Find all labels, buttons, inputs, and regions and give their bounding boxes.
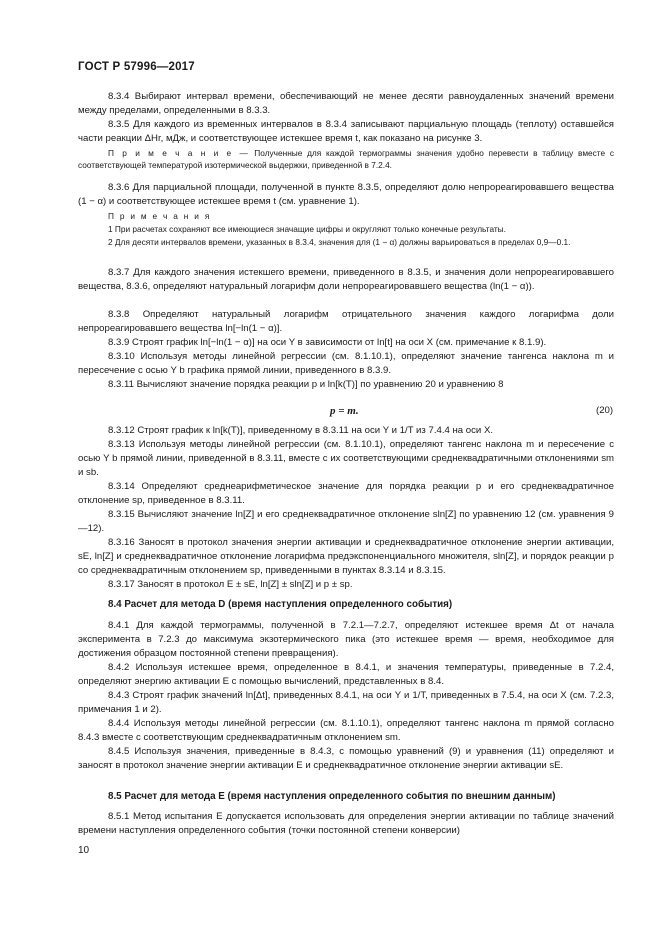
para-8-3-11: 8.3.11 Вычисляют значение порядка реакции p и ln[k(T)] по уравнению 20 и уравнению 8 <box>108 379 504 390</box>
para-8-3-8: 8.3.8 Определяют натуральный логарифм отрицательного значения каждого логарифма доли непрореагировавшего вещества ln[−ln(1 − α)]. <box>78 309 614 334</box>
formula-20-number: (20) <box>596 405 614 416</box>
para-8-4-1: 8.4.1 Для каждой термограммы, полученной в 7.2.1—7.2.7, определяют истекшее время Δt от начала эксперимента в 7.2.3 до максимума экзотермического пика (это истекшее время — время, необходимое для достижения образцом постоянной степени превращения). <box>78 620 614 659</box>
para-8-3-9: 8.3.9 Строят график ln[−ln(1 − α)] на оси Y в зависимости от ln[t] на оси X (см. примечание к 8.1.9). <box>108 337 547 348</box>
page-number: 10 <box>78 845 90 856</box>
section-8-4-heading: 8.4 Расчет для метода D (время наступления определенного события) <box>108 599 453 610</box>
para-8-4-3: 8.4.3 Строят график значений ln[Δt], приведенных 8.4.1, на оси Y и 1/T, приведенных в 7.5.4, на оси X (см. 7.2.3, примечания 1 и 2). <box>78 690 614 715</box>
para-8-3-17: 8.3.17 Заносят в протокол E ± sE, ln[Z] ± sln[Z] и p ± sp. <box>108 579 353 590</box>
note-2-item-1: 1 При расчетах сохраняют все имеющиеся значащие цифры и округляют только конечные результаты. <box>108 224 506 234</box>
para-8-5-1: 8.5.1 Метод испытания E допускается использовать для определения энергии активации по таблице значений времени наступления определенного события (точки постоянной степени конверсии) <box>78 811 614 836</box>
section-8-5-heading: 8.5 Расчет для метода E (время наступления определенного события по внешним данным) <box>108 791 556 802</box>
notes-heading: П р и м е ч а н и я <box>108 211 212 221</box>
para-8-3-15: 8.3.15 Вычисляют значение ln[Z] и его среднеквадратичное отклонение sln[Z] по уравнению 12 (см. уравнения 9—12). <box>78 509 614 534</box>
note-1-text: Полученные для каждой термограммы значения удобно перевести в таблицу вместе с соответствующей температурой изотермической выдержки, приведенной в 7.2.4. <box>78 148 614 170</box>
para-8-4-2: 8.4.2 Используя истекшее время, определенное в 8.4.1, и значения температуры, приведенные в 7.2.4, определяют энергию активации E с помощью вычислений, представленных в 8.4. <box>78 662 614 687</box>
para-8-3-10: 8.3.10 Используя методы линейной регрессии (см. 8.1.10.1), определяют значение тангенса наклона m и пересечение с осью Y b графика прямой линии, приведенного в 8.3.9. <box>78 351 614 376</box>
note-1 <box>78 148 614 171</box>
note-1-label: П р и м е ч а н и е — <box>108 148 250 158</box>
para-8-3-4: 8.3.4 Выбирают интервал времени, обеспечивающий не менее десяти равноудаленных значений времени между пределами, определенными в 8.3.3. <box>78 91 614 116</box>
para-8-3-13: 8.3.13 Используя методы линейной регрессии (см. 8.1.10.1), определяют тангенс наклона m и пересечение с осью Y b прямой линии, приведенной в 8.3.11, вместе с их соответствующими среднеквадратичными отклонениями sm и sb. <box>78 439 614 478</box>
document-code: ГОСТ Р 57996—2017 <box>78 61 195 73</box>
para-8-4-4: 8.4.4 Используя методы линейной регрессии (см. 8.1.10.1), определяют тангенс наклона m прямой согласно 8.4.3 вместе с соответствующим среднеквадратичным отклонением sm. <box>78 718 614 743</box>
para-8-3-16: 8.3.16 Заносят в протокол значения энергии активации и среднеквадратичное отклонение энергии активации, sE, ln[Z] и среднеквадратичное отклонение логарифма предэкспоненциального множителя, sln[Z], и порядок реакции p со среднеквадратичным отклонением sp, приведенными в пунктах 8.3.14 и 8.3.15. <box>78 537 614 576</box>
para-8-3-7: 8.3.7 Для каждого значения истекшего времени, приведенного в 8.3.5, и значения доли непрореагировавшего вещества, 8.3.6, определяют натуральный логарифм доли непрореагировавшего вещества (ln(1 − α)). <box>78 267 614 292</box>
para-8-3-6: 8.3.6 Для парциальной площади, полученной в пункте 8.3.5, определяют долю непрореагировавшего вещества (1 − α) и соответствующее истекшее время t (см. уравнение 1). <box>78 182 614 207</box>
para-8-3-12: 8.3.12 Строят график к ln[k(T)], приведенному в 8.3.11 на оси Y и 1/T из 7.4.4 на оси X. <box>108 425 494 436</box>
para-8-3-5: 8.3.5 Для каждого из временных интервалов в 8.3.4 записывают парциальную площадь (теплоту) оставшейся части реакции ΔHr, мДж, и соответствующее истекшее время t, как показано на рисунке 3. <box>78 119 614 144</box>
para-8-3-14: 8.3.14 Определяют среднеарифметическое значение для порядка реакции p и его среднеквадратичное отклонение sp, приведенное в 8.3.11. <box>78 481 614 506</box>
note-2-item-2: 2 Для десяти интервалов времени, указанных в 8.3.4, значения для (1 − α) должны варьироваться в пределах 0,9—0.1. <box>108 237 571 247</box>
formula-20: p = m. <box>330 405 359 417</box>
para-8-4-5: 8.4.5 Используя значения, приведенные в 8.4.3, с помощью уравнений (9) и уравнения (11) определяют и заносят в протокол значение энергии активации E и среднеквадратичное отклонение энергии активации sE. <box>78 746 614 771</box>
